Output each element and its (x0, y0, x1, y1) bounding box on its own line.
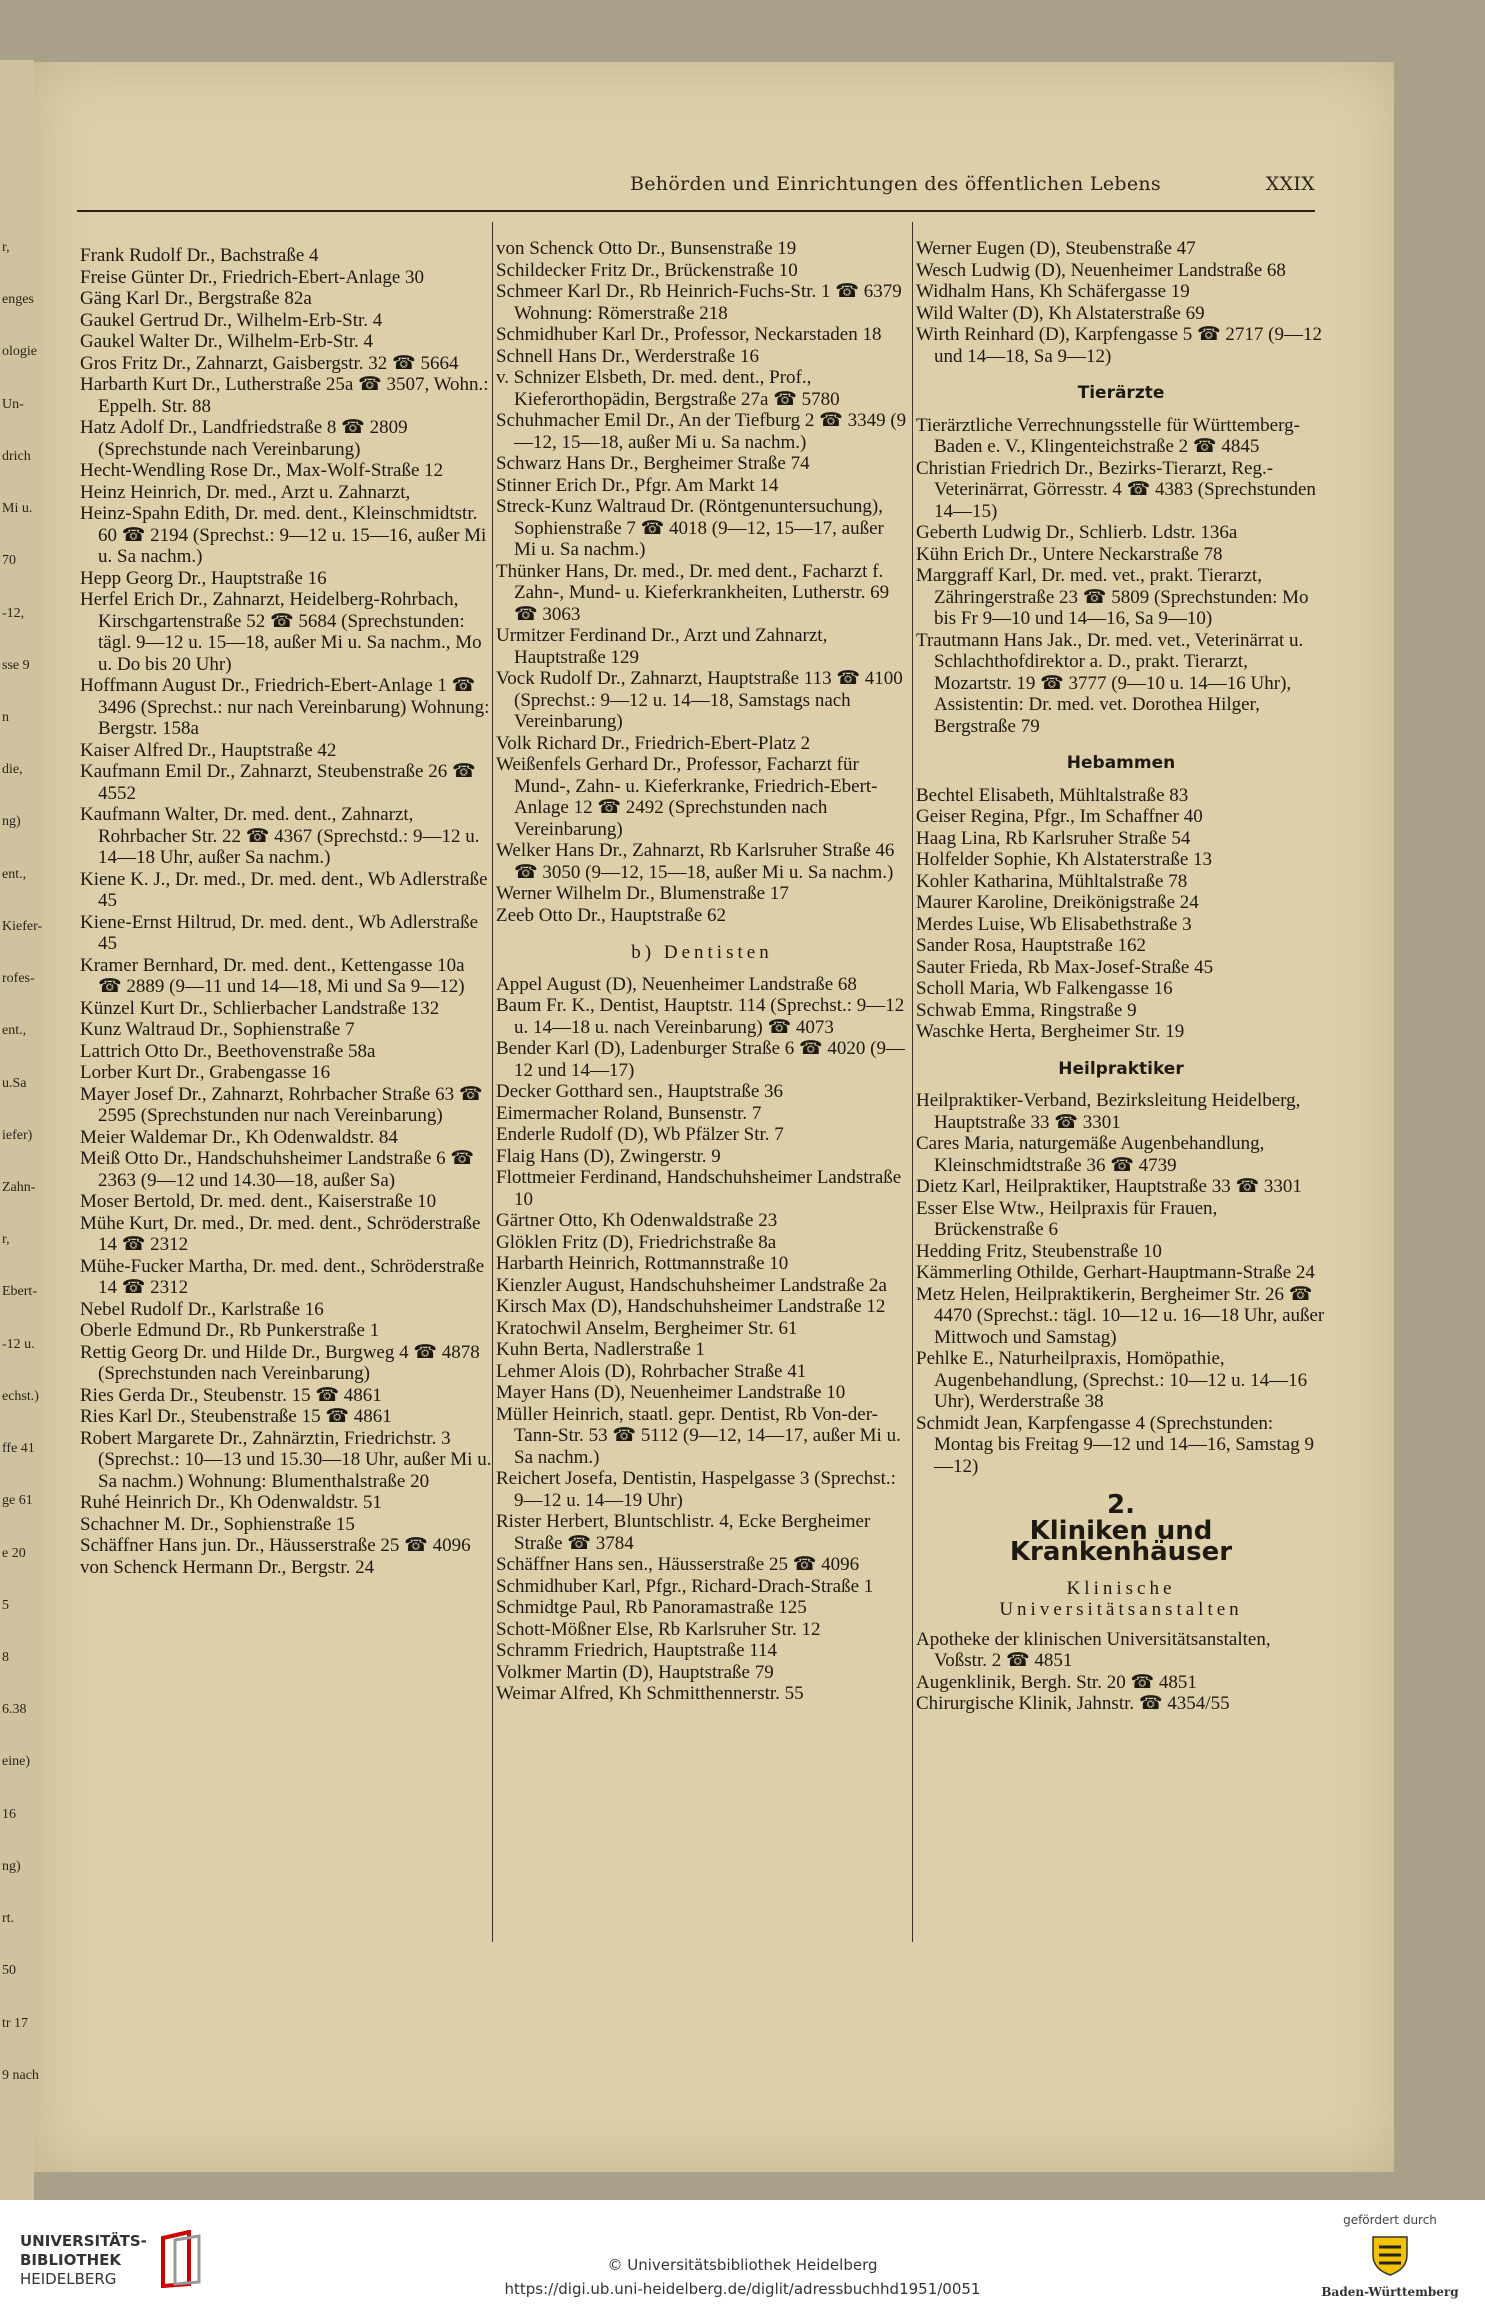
veterinarian-entry: Geberth Ludwig Dr., Schlierb. Ldstr. 136a (916, 522, 1238, 543)
heilpraktiker-list (916, 1090, 1326, 1477)
directory-entry: Oberle Edmund Dr., Rb Punkerstraße 1 (80, 1320, 380, 1341)
left-edge-fragment: Ebert- (2, 1284, 37, 1300)
copyright-text: © Universitätsbibliothek Heidelberg (607, 2256, 878, 2274)
directory-entry: Ries Karl Dr., Steubenstraße 15 ☎ 4861 (80, 1406, 392, 1427)
directory-entry: Hoffmann August Dr., Friedrich-Ebert-Anlage 1 ☎ 3496 (Sprechst.: nur nach Vereinbarung) Wohnung: Bergstr. 158a (80, 675, 490, 739)
midwife-entry: Sauter Frieda, Rb Max-Josef-Straße 45 (916, 956, 1214, 978)
left-edge-fragment: 50 (2, 1963, 16, 1979)
clinic-entry: Chirurgische Klinik, Jahnstr. ☎ 4354/55 (916, 1693, 1230, 1714)
directory-entry: Heinz-Spahn Edith, Dr. med. dent., Kleinschmidtstr. 60 ☎ 2194 (Sprechst.: 9—12 u. 15—16, außer Mi u. Sa nachm.) (80, 503, 487, 567)
directory-entry: Kaufmann Walter, Dr. med. dent., Zahnarzt, Rohrbacher Str. 22 ☎ 4367 (Sprechstd.: 9—12 u. 14—18 Uhr, außer Sa nachm.) (80, 804, 480, 868)
left-edge-fragment: ng) (2, 1858, 21, 1874)
dentist-entry: Bender Karl (D), Ladenburger Straße 6 ☎ 4020 (9—12 und 14—17) (496, 1038, 906, 1081)
directory-entry: Schildecker Fritz Dr., Brückenstraße 10 (496, 259, 798, 281)
directory-entry: Kunz Waltraud Dr., Sophienstraße 7 (80, 1019, 355, 1040)
left-edge-fragment: echst.) (2, 1388, 39, 1404)
veterinarian-entry: Tierärztliche Verrechnungsstelle für Württemberg-Baden e. V., Klingenteichstraße 2 ☎ 4845 (916, 414, 1300, 457)
column-1 (80, 245, 492, 1578)
midwife-entry: Scholl Maria, Wb Falkengasse 16 (916, 978, 1173, 999)
dentisten-heading: b) Dentisten (631, 942, 773, 963)
directory-entry: Hecht-Wendling Rose Dr., Max-Wolf-Straße 12 (80, 460, 444, 481)
directory-entry: Lattrich Otto Dr., Beethovenstraße 58a (80, 1040, 376, 1062)
midwife-entry: Holfelder Sophie, Kh Alstaterstraße 13 (916, 849, 1213, 870)
directory-entry: Herfel Erich Dr., Zahnarzt, Heidelberg-Rohrbach, Kirschgartenstraße 52 ☎ 5684 (Sprechstunden: tägl. 9—12 u. 15—18, außer Mi u. Sa nachm., Mo u. Do bis 20 Uhr) (80, 589, 482, 675)
naturopath-entry: Schmidt Jean, Karpfengasse 4 (Sprechstunden: Montag bis Freitag 9—12 und 14—16, Samstag 9—12) (916, 1412, 1314, 1477)
dentist-entry: Decker Gotthard sen., Hauptstraße 36 (496, 1081, 784, 1102)
directory-entry: Werner Wilhelm Dr., Blumenstraße 17 (496, 883, 789, 904)
left-edge-fragment: -12, (2, 605, 25, 621)
directory-entry: Lorber Kurt Dr., Grabengasse 16 (80, 1062, 331, 1083)
dentist-entry: Wesch Ludwig (D), Neuenheimer Landstraße 68 (916, 259, 1286, 281)
section-subtitle-1: Klinische (1066, 1577, 1176, 1599)
directory-entry: von Schenck Hermann Dr., Bergstr. 24 (80, 1556, 375, 1578)
logo-line-2: BIBLIOTHEK (20, 2251, 121, 2269)
bw-coat-of-arms-icon (1367, 2231, 1413, 2277)
directory-entry: Heinz Heinrich, Dr. med., Arzt u. Zahnarzt, (80, 481, 411, 503)
directory-entry: Weißenfels Gerhard Dr., Professor, Facharzt für Mund-, Zahn- u. Kieferkranke, Friedrich-Ebert-Anlage 12 ☎ 2492 (Sprechstunden nach Vereinbarung) (496, 754, 878, 840)
left-edge-fragment: Mi u. (2, 501, 33, 517)
funded-label: gefördert durch (1343, 2213, 1437, 2227)
directory-entry: Ruhé Heinrich Dr., Kh Odenwaldstr. 51 (80, 1492, 382, 1513)
midwife-entry: Sander Rosa, Hauptstraße 162 (916, 935, 1147, 956)
left-edge-fragment: eine) (2, 1754, 30, 1770)
directory-entry: Künzel Kurt Dr., Schlierbacher Landstraße 132 (80, 997, 440, 1019)
veterinarian-entry: Marggraff Karl, Dr. med. vet., prakt. Tierarzt, Zähringerstraße 23 ☎ 5809 (Sprechstunden: Mo bis Fr 9—10 und 14—16, Sa 9—10) (916, 565, 1309, 629)
naturopath-entry: Heilpraktiker-Verband, Bezirksleitung Heidelberg, Hauptstraße 33 ☎ 3301 (916, 1090, 1301, 1133)
directory-entry: Harbarth Kurt Dr., Lutherstraße 25a ☎ 3507, Wohn.: Eppelh. Str. 88 (80, 374, 489, 417)
left-edge-fragment: drich (2, 448, 31, 464)
left-edge-fragment: ent., (2, 866, 27, 882)
dentist-entry: Widhalm Hans, Kh Schäfergasse 19 (916, 281, 1190, 302)
midwife-entry: Waschke Herta, Bergheimer Str. 19 (916, 1021, 1185, 1042)
midwife-entry: Haag Lina, Rb Karlsruher Straße 54 (916, 827, 1191, 849)
left-edge-fragment: ent., (2, 1023, 27, 1039)
left-edge-fragment: Zahn- (2, 1180, 36, 1195)
left-edge-fragment: ologie (2, 344, 37, 360)
funded-by: Baden-Württemberg (1321, 2285, 1459, 2299)
directory-entry: Zeeb Otto Dr., Hauptstraße 62 (496, 904, 727, 926)
page-number: XXIX (1265, 173, 1315, 195)
directory-entry: Stinner Erich Dr., Pfgr. Am Markt 14 (496, 474, 779, 496)
directory-entry: Hatz Adolf Dr., Landfriedstraße 8 ☎ 2809 (Sprechstunde nach Vereinbarung) (80, 417, 408, 460)
dentisten-continued (916, 238, 1326, 367)
page-title: Behörden und Einrichtungen des öffentlichen Lebens (630, 173, 1161, 195)
directory-entry: Hepp Georg Dr., Hauptstraße 16 (80, 567, 327, 589)
left-edge-fragment: ng) (2, 814, 21, 830)
midwife-entry: Merdes Luise, Wb Elisabethstraße 3 (916, 913, 1192, 935)
dentist-entry: Schott-Mößner Else, Rb Karlsruher Str. 12 (496, 1618, 821, 1640)
directory-entry: Nebel Rudolf Dr., Karlstraße 16 (80, 1298, 324, 1320)
directory-entry: Frank Rudolf Dr., Bachstraße 4 (80, 245, 319, 266)
column-divider (492, 222, 493, 1942)
left-edge-fragment: iefer) (2, 1127, 33, 1143)
naturopath-entry: Esser Else Wtw., Heilpraxis für Frauen, Brückenstraße 6 (916, 1197, 1218, 1240)
directory-entry: Freise Günter Dr., Friedrich-Ebert-Anlage 30 (80, 266, 425, 288)
dentist-entry: Mayer Hans (D), Neuenheimer Landstraße 10 (496, 1382, 846, 1403)
dentist-entry: Gärtner Otto, Kh Odenwaldstraße 23 (496, 1210, 778, 1231)
heilpraktiker-heading: Heilpraktiker (1058, 1058, 1184, 1079)
dentist-entry: Müller Heinrich, staatl. gepr. Dentist, Rb Von-der-Tann-Str. 53 ☎ 5112 (9—12, 14—17, außer Mi u. Sa nachm.) (496, 1403, 901, 1468)
left-edge-fragment: Kiefer- (2, 918, 43, 934)
dentist-entry: Flaig Hans (D), Zwingerstr. 9 (496, 1145, 721, 1167)
left-edge-fragment: ge 61 (2, 1493, 33, 1509)
column-2 (496, 238, 908, 1705)
left-edge-fragment: n (2, 710, 9, 725)
logo-line-3: HEIDELBERG (20, 2270, 117, 2288)
left-edge-fragment: rt. (2, 1911, 15, 1927)
left-edge-fragment: die, (2, 762, 23, 778)
directory-entry: Meier Waldemar Dr., Kh Odenwaldstr. 84 (80, 1126, 398, 1148)
midwife-entry: Schwab Emma, Ringstraße 9 (916, 999, 1137, 1021)
directory-entry: Schmidhuber Karl Dr., Professor, Neckarstaden 18 (496, 324, 882, 345)
midwife-entry: Kohler Katharina, Mühltalstraße 78 (916, 870, 1188, 892)
dentist-entry: Schäffner Hans sen., Häusserstraße 25 ☎ 4096 (496, 1554, 860, 1575)
left-edge-fragment: e 20 (2, 1545, 26, 1561)
dentist-entry: Wild Walter (D), Kh Alstaterstraße 69 (916, 302, 1205, 324)
directory-entry: Ries Gerda Dr., Steubenstr. 15 ☎ 4861 (80, 1384, 382, 1406)
veterinarian-entry: Christian Friedrich Dr., Bezirks-Tierarzt, Reg.-Veterinärrat, Görresstr. 4 ☎ 4383 (Sprechstunden 14—15) (916, 457, 1316, 522)
directory-entry: Vock Rudolf Dr., Zahnarzt, Hauptstraße 113 ☎ 4100 (Sprechst.: 9—12 u. 14—18, Samstags nach Vereinbarung) (496, 668, 903, 732)
dentist-entry: Glöklen Fritz (D), Friedrichstraße 8a (496, 1231, 777, 1253)
directory-entry: Moser Bertold, Dr. med. dent., Kaiserstraße 10 (80, 1191, 437, 1212)
left-edge-fragment: 9 nach (2, 2067, 39, 2083)
midwife-entry: Maurer Karoline, Dreikönigstraße 24 (916, 892, 1199, 913)
left-edge-fragment: rofes- (2, 971, 35, 987)
dentist-entry: Appel August (D), Neuenheimer Landstraße 68 (496, 973, 857, 995)
dentist-entry: Volkmer Martin (D), Hauptstraße 79 (496, 1661, 774, 1683)
directory-entry: Schmeer Karl Dr., Rb Heinrich-Fuchs-Str. 1 ☎ 6379 Wohnung: Römerstraße 218 (496, 281, 902, 324)
tieraerzte-list (916, 415, 1326, 738)
left-edge-fragment: 5 (2, 1597, 9, 1613)
dentist-entry: Harbarth Heinrich, Rottmannstraße 10 (496, 1253, 789, 1274)
directory-entry: Thünker Hans, Dr. med., Dr. med dent., Facharzt f. Zahn-, Mund- u. Kieferkrankheiten, Lutherstr. 69 ☎ 3063 (496, 560, 890, 625)
directory-entry: Meiß Otto Dr., Handschuhsheimer Landstraße 6 ☎ 2363 (9—12 und 14.30—18, außer Sa) (80, 1148, 475, 1191)
left-edge-fragment: Un- (2, 396, 24, 412)
left-edge-fragment: u.Sa (2, 1075, 27, 1091)
hebammen-list (916, 785, 1326, 1043)
directory-entry: Streck-Kunz Waltraud Dr. (Röntgenuntersuchung), Sophienstraße 7 ☎ 4018 (9—12, 15—17, außer Mi u. Sa nachm.) (496, 496, 884, 560)
dentist-entry: Kuhn Berta, Nadlerstraße 1 (496, 1339, 705, 1360)
directory-entry: Kaiser Alfred Dr., Hauptstraße 42 (80, 739, 337, 761)
dentist-entry: Kratochwil Anselm, Bergheimer Str. 61 (496, 1317, 798, 1339)
directory-entry: Robert Margarete Dr., Zahnärztin, Friedrichstr. 3 (Sprechst.: 10—13 und 15.30—18 Uhr, außer Mi u. Sa nachm.) Wohnung: Blumenthalstraße 20 (80, 1427, 492, 1492)
directory-entry: Kiene K. J., Dr. med., Dr. med. dent., Wb Adlerstraße 45 (80, 868, 488, 911)
directory-entry: Mayer Josef Dr., Zahnarzt, Rohrbacher Straße 63 ☎ 2595 (Sprechstunden nur nach Vereinbarung) (80, 1083, 483, 1126)
dentist-entry: Kienzler August, Handschuhsheimer Landstraße 2a (496, 1274, 887, 1296)
directory-entry: Kaufmann Emil Dr., Zahnarzt, Steubenstraße 26 ☎ 4552 (80, 761, 476, 804)
dentist-entry: Schramm Friedrich, Hauptstraße 114 (496, 1640, 778, 1661)
veterinarian-entry: Kühn Erich Dr., Untere Neckarstraße 78 (916, 543, 1223, 565)
column-3 (916, 238, 1326, 1715)
naturopath-entry: Dietz Karl, Heilpraktiker, Hauptstraße 33 ☎ 3301 (916, 1176, 1302, 1197)
dentist-entry: Schmidhuber Karl, Pfgr., Richard-Drach-Straße 1 (496, 1575, 874, 1597)
directory-entry: Urmitzer Ferdinand Dr., Arzt und Zahnarzt, Hauptstraße 129 (496, 625, 828, 668)
hebammen-heading: Hebammen (1066, 753, 1176, 773)
section-number: 2. (1107, 1490, 1135, 1520)
dentist-entry: Rister Herbert, Bluntschlistr. 4, Ecke Bergheimer Straße ☎ 3784 (496, 1511, 871, 1554)
directory-entry: Schnell Hans Dr., Werderstraße 16 (496, 345, 759, 367)
dentist-entry: Reichert Josefa, Dentistin, Haspelgasse 3 (Sprechst.: 9—12 u. 14—19 Uhr) (496, 1468, 896, 1511)
directory-entry: Mühe Kurt, Dr. med., Dr. med. dent., Schröderstraße 14 ☎ 2312 (80, 1212, 481, 1255)
directory-entry: Schachner M. Dr., Sophienstraße 15 (80, 1513, 355, 1535)
midwife-entry: Bechtel Elisabeth, Mühltalstraße 83 (916, 784, 1189, 806)
tieraerzte-heading: Tierärzte (1077, 383, 1165, 403)
document-url[interactable]: https://digi.ub.uni-heidelberg.de/diglit/adressbuchhd1951/0051 (504, 2280, 981, 2298)
naturopath-entry: Hedding Fritz, Steubenstraße 10 (916, 1240, 1162, 1262)
directory-entry: Schuhmacher Emil Dr., An der Tiefburg 2 ☎ 3349 (9—12, 15—18, außer Mi u. Sa nachm.) (496, 410, 907, 453)
section-title: Kliniken und Krankenhäuser (1009, 1515, 1233, 1567)
clinic-entry: Apotheke der klinischen Universitätsanstalten, Voßstr. 2 ☎ 4851 (916, 1628, 1271, 1671)
veterinarian-entry: Trautmann Hans Jak., Dr. med. vet., Veterinärrat u. Schlachthofdirektor a. D., prakt. Tierarzt, Mozartstr. 19 ☎ 3777 (9—10 u. 14—16 Uhr), Assistentin: Dr. med. vet. Dorothea Hilger, Bergstraße 79 (916, 629, 1304, 737)
dentist-entry: Lehmer Alois (D), Rohrbacher Straße 41 (496, 1360, 807, 1382)
dentist-entry: Kirsch Max (D), Handschuhsheimer Landstraße 12 (496, 1296, 886, 1317)
directory-entry: Volk Richard Dr., Friedrich-Ebert-Platz 2 (496, 732, 811, 754)
funding-notice (1315, 2213, 1465, 2299)
naturopath-entry: Pehlke E., Naturheilpraxis, Homöpathie, Augenbehandlung, (Sprechst.: 10—12 u. 14—16 Uhr), Werderstraße 38 (916, 1348, 1308, 1412)
dentist-entry: Wirth Reinhard (D), Karpfengasse 5 ☎ 2717 (9—12 und 14—18, Sa 9—12) (916, 324, 1322, 367)
naturopath-entry: Cares Maria, naturgemäße Augenbehandlung, Kleinschmidtstraße 36 ☎ 4739 (916, 1133, 1265, 1176)
logo-line-1: UNIVERSITÄTS- (20, 2232, 147, 2250)
left-edge-fragment: tr 17 (2, 2015, 29, 2031)
header-rule (77, 210, 1315, 212)
left-edge-fragment: 6.38 (2, 1702, 27, 1718)
dentist-entry: Enderle Rudolf (D), Wb Pfälzer Str. 7 (496, 1124, 784, 1145)
directory-entry: Gaukel Gertrud Dr., Wilhelm-Erb-Str. 4 (80, 309, 383, 331)
dentist-entry: Baum Fr. K., Dentist, Hauptstr. 114 (Sprechst.: 9—12 u. 14—18 u. nach Vereinbarung) ☎ 4073 (496, 995, 905, 1038)
directory-entry: Gäng Karl Dr., Bergstraße 82a (80, 288, 312, 309)
directory-entry: Gaukel Walter Dr., Wilhelm-Erb-Str. 4 (80, 331, 374, 352)
directory-entry: Schäffner Hans jun. Dr., Häusserstraße 25 ☎ 4096 (80, 1535, 471, 1556)
directory-entry: v. Schnizer Elsbeth, Dr. med. dent., Prof., Kieferorthopädin, Bergstraße 27a ☎ 5780 (496, 367, 840, 410)
naturopath-entry: Metz Helen, Heilpraktikerin, Bergheimer Str. 26 ☎ 4470 (Sprechst.: tägl. 10—12 u. 16—18 Uhr, außer Mittwoch und Samstag) (916, 1283, 1325, 1348)
dentist-entry: Schmidtge Paul, Rb Panoramastraße 125 (496, 1597, 807, 1618)
directory-entry: Gros Fritz Dr., Zahnarzt, Gaisbergstr. 32 ☎ 5664 (80, 352, 459, 374)
directory-entry: Kramer Bernhard, Dr. med. dent., Kettengasse 10a ☎ 2889 (9—11 und 14—18, Mi und Sa 9—12) (80, 954, 465, 997)
viewer-footer (0, 2200, 1485, 2310)
dentist-entry: Eimermacher Roland, Bunsenstr. 7 (496, 1102, 762, 1124)
dentist-entry: Weimar Alfred, Kh Schmitthennerstr. 55 (496, 1683, 804, 1704)
section-subtitle-2: Universitätsanstalten (999, 1599, 1243, 1620)
kliniken-list (916, 1629, 1326, 1715)
left-edge-fragment: r, (2, 240, 10, 255)
clinic-entry: Augenklinik, Bergh. Str. 20 ☎ 4851 (916, 1671, 1197, 1693)
directory-entry: Mühe-Fucker Martha, Dr. med. dent., Schröderstraße 14 ☎ 2312 (80, 1255, 485, 1298)
left-edge-fragment: sse 9 (2, 657, 30, 673)
midwife-entry: Geiser Regina, Pfgr., Im Schaffner 40 (916, 806, 1203, 827)
left-edge-fragment: -12 u. (2, 1336, 35, 1352)
column-divider (912, 222, 913, 1942)
directory-entry: Rettig Georg Dr. und Hilde Dr., Burgweg 4 ☎ 4878 (Sprechstunden nach Vereinbarung) (80, 1341, 480, 1384)
zahnaerzte-continued (496, 238, 908, 926)
naturopath-entry: Kämmerling Othilde, Gerhart-Hauptmann-Straße 24 (916, 1262, 1315, 1283)
directory-entry: Schwarz Hans Dr., Bergheimer Straße 74 (496, 453, 810, 474)
dentist-entry: Flottmeier Ferdinand, Handschuhsheimer Landstraße 10 (496, 1167, 902, 1210)
dentist-entry: Werner Eugen (D), Steubenstraße 47 (916, 238, 1196, 259)
directory-entry: Welker Hans Dr., Zahnarzt, Rb Karlsruher Straße 46 ☎ 3050 (9—12, 15—18, außer Mi u. Sa nachm.) (496, 840, 895, 883)
directory-entry: von Schenck Otto Dr., Bunsenstraße 19 (496, 238, 797, 259)
left-edge-fragment: 8 (2, 1650, 9, 1665)
left-edge-fragment: 16 (2, 1806, 16, 1822)
left-edge-fragment: r, (2, 1232, 10, 1248)
left-edge-fragment: ffe 41 (2, 1441, 35, 1457)
left-edge-fragment: enges (2, 292, 34, 308)
dentisten-list (496, 974, 908, 1705)
directory-entry: Kiene-Ernst Hiltrud, Dr. med. dent., Wb Adlerstraße 45 (80, 911, 479, 954)
left-edge-fragment: 70 (2, 553, 16, 569)
